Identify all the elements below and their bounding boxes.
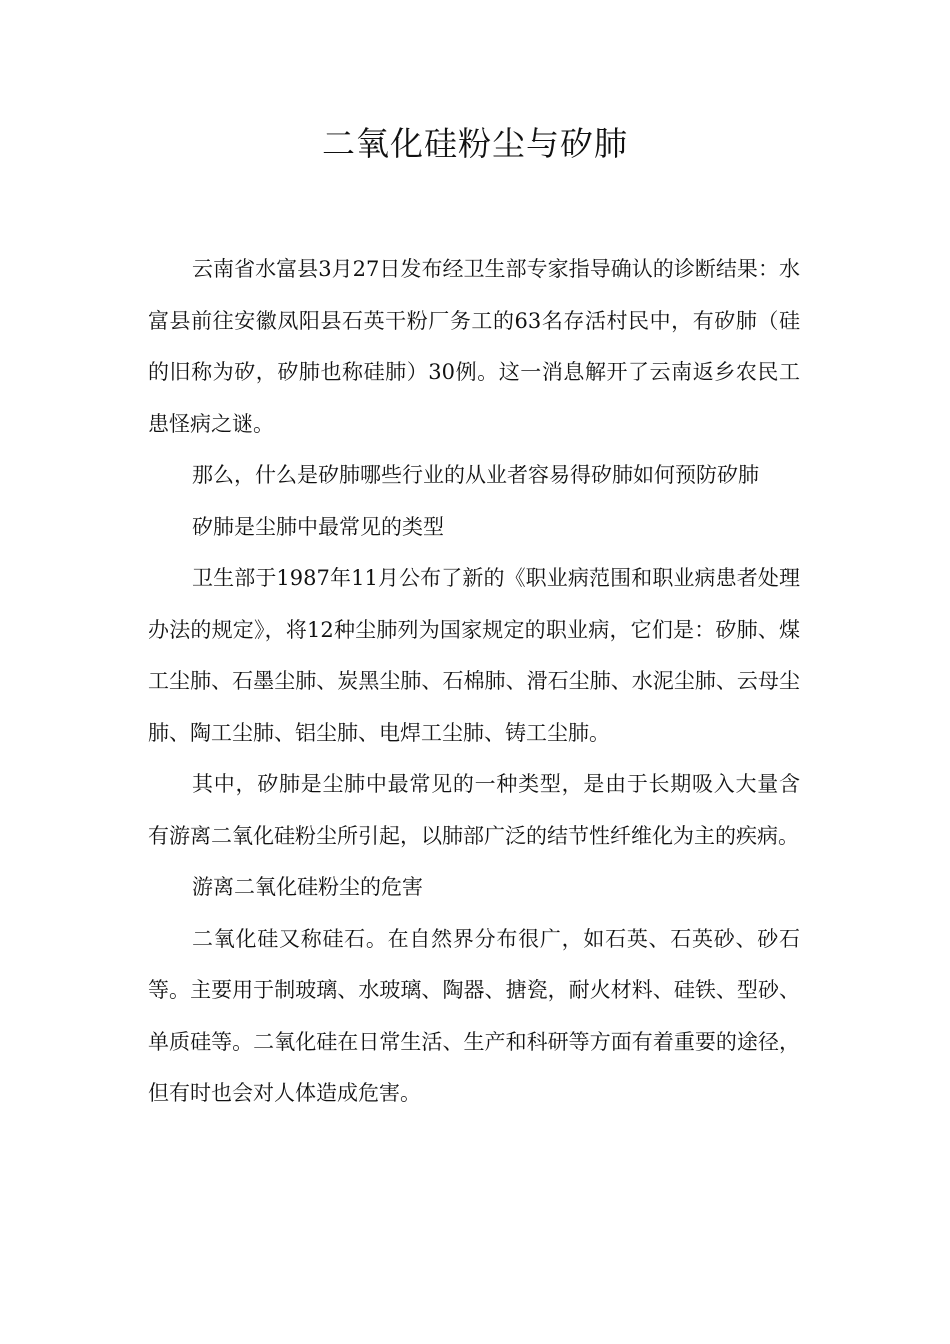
paragraph-silica-uses: 二氧化硅又称硅石。在自然界分布很广，如石英、石英砂、砂石等。主要用于制玻璃、水玻璃、陶器、搪瓷，耐火材料、硅铁、型砂、单质硅等。二氧化硅在日常生活、生产和科研等方面有着重要的途径，但有时也会对人体造成危害。 bbox=[148, 926, 800, 1105]
document-body bbox=[148, 244, 800, 1120]
section-heading-hazards: 游离二氧化硅粉尘的危害 bbox=[192, 875, 423, 899]
paragraph-question: 那么，什么是矽肺哪些行业的从业者容易得矽肺如何预防矽肺 bbox=[192, 463, 759, 487]
paragraph-diagnosis-report: 云南省水富县3月27日发布经卫生部专家指导确认的诊断结果：水富县前往安徽凤阳县石英干粉厂务工的63名存活村民中，有矽肺（硅的旧称为矽，矽肺也称硅肺）30例。这一消息解开了云南返乡农民工患怪病之谜。 bbox=[148, 257, 800, 436]
section-heading-common-type: 矽肺是尘肺中最常见的类型 bbox=[192, 514, 444, 539]
paragraph-definition: 其中，矽肺是尘肺中最常见的一种类型，是由于长期吸入大量含有游离二氧化硅粉尘所引起，以肺部广泛的结节性纤维化为主的疾病。 bbox=[148, 772, 800, 848]
document-title: 二氧化硅粉尘与矽肺 bbox=[322, 124, 628, 163]
paragraph-regulation: 卫生部于1987年11月公布了新的《职业病范围和职业病患者处理办法的规定》，将12种尘肺列为国家规定的职业病，它们是：矽肺、煤工尘肺、石墨尘肺、炭黑尘肺、石棉肺、滑石尘肺、水泥尘肺、云母尘肺、陶工尘肺、铝尘肺、电焊工尘肺、铸工尘肺。 bbox=[148, 566, 800, 745]
